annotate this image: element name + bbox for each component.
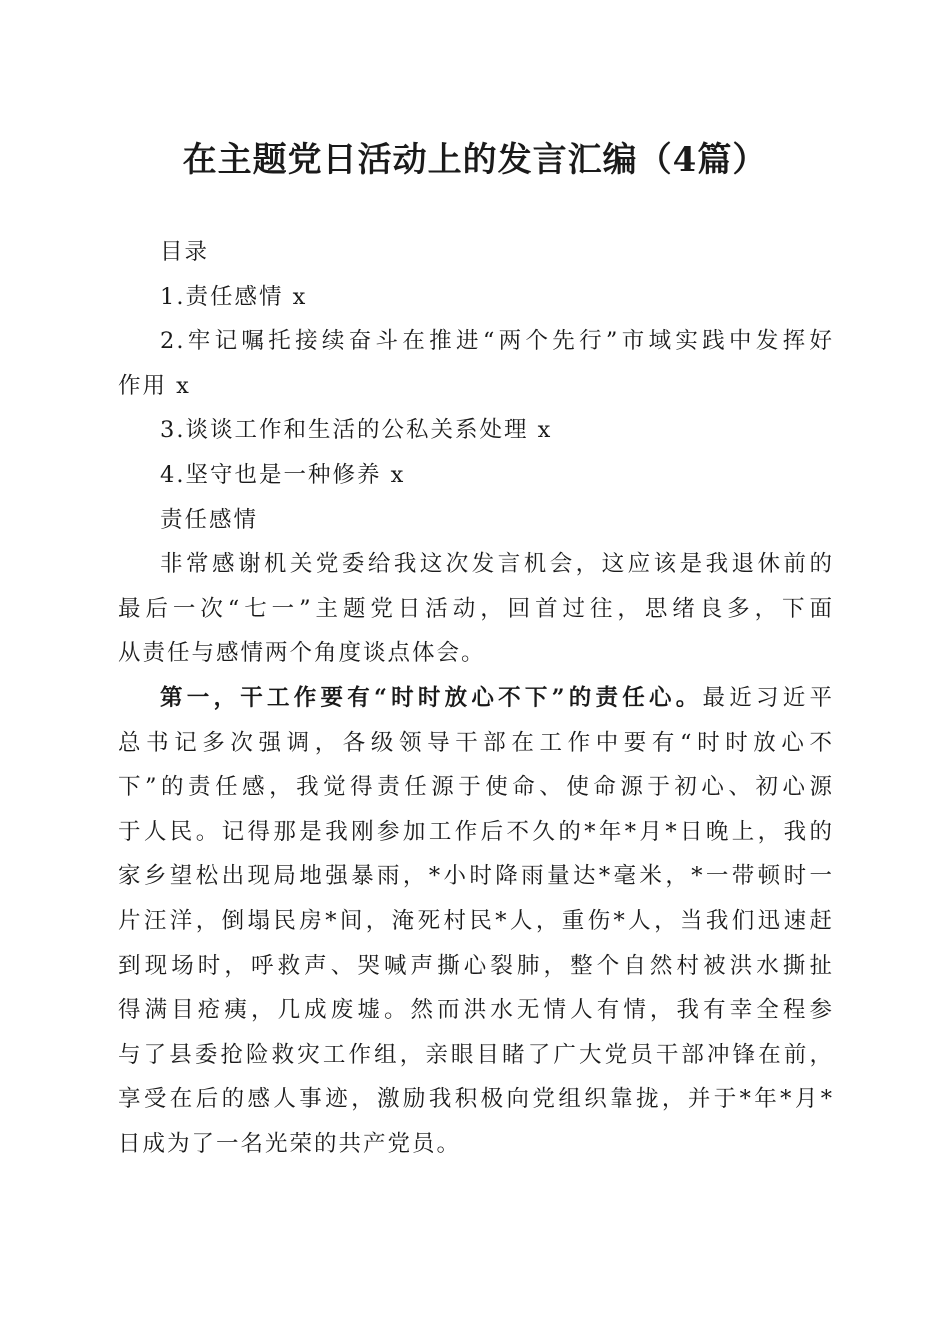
toc-heading: 目录 — [160, 239, 210, 265]
paragraph-2-line-4: 于人民。记得那是我刚参加工作后不久的*年*月*日晚上，我的 — [118, 818, 834, 845]
toc-item-3: 3.谈谈工作和生活的公私关系处理 x — [160, 417, 553, 444]
toc-item-2-line-1: 2.牢记嘱托接续奋斗在推进“两个先行”市域实践中发挥好 — [160, 328, 834, 355]
toc-item-1: 1.责任感情 x — [160, 283, 308, 310]
paragraph-2-line-6: 片汪洋，倒塌民房*间，淹死村民*人，重伤*人，当我们迅速赶 — [118, 907, 834, 934]
paragraph-1-line-3: 从责任与感情两个角度谈点体会。 — [118, 640, 486, 667]
paragraph-1-line-2: 最后一次“七一”主题党日活动，回首过往，思绪良多，下面 — [118, 595, 834, 622]
paragraph-2-line-5: 家乡望松出现局地强暴雨，*小时降雨量达*毫米，*一带顿时一 — [118, 863, 834, 890]
section-heading: 责任感情 — [160, 506, 259, 533]
document-body — [118, 230, 834, 1166]
paragraph-2-line-10: 享受在后的感人事迹，激励我积极向党组织靠拢，并于*年*月* — [118, 1086, 834, 1113]
paragraph-1-line-1: 非常感谢机关党委给我这次发言机会，这应该是我退休前的 — [160, 551, 834, 578]
paragraph-2-line-2: 总书记多次强调，各级领导干部在工作中要有“时时放心不 — [118, 729, 834, 756]
paragraph-2-line-9: 与了县委抢险救灾工作组，亲眼目睹了广大党员干部冲锋在前， — [118, 1041, 834, 1068]
document-title: 在主题党日活动上的发言汇编（4篇） — [182, 140, 768, 180]
paragraph-2-line-11: 日成为了一名光荣的共产党员。 — [118, 1130, 462, 1157]
paragraph-2-line-1-rest: 最近习近平 — [702, 684, 834, 711]
paragraph-2-line-8: 得满目疮痍，几成废墟。然而洪水无情人有情，我有幸全程参 — [118, 997, 834, 1024]
paragraph-2-bold-lead: 第一，干工作要有“时时放心不下”的责任心。 — [160, 684, 703, 711]
paragraph-2-line-7: 到现场时，呼救声、哭喊声撕心裂肺，整个自然村被洪水撕扯 — [118, 952, 834, 979]
toc-item-4: 4.坚守也是一种修养 x — [160, 461, 406, 488]
paragraph-2-line-1 — [118, 676, 834, 721]
paragraph-2-line-3: 下”的责任感，我觉得责任源于使命、使命源于初心、初心源 — [118, 774, 834, 801]
toc-item-2-line-2: 作用 x — [118, 372, 191, 399]
